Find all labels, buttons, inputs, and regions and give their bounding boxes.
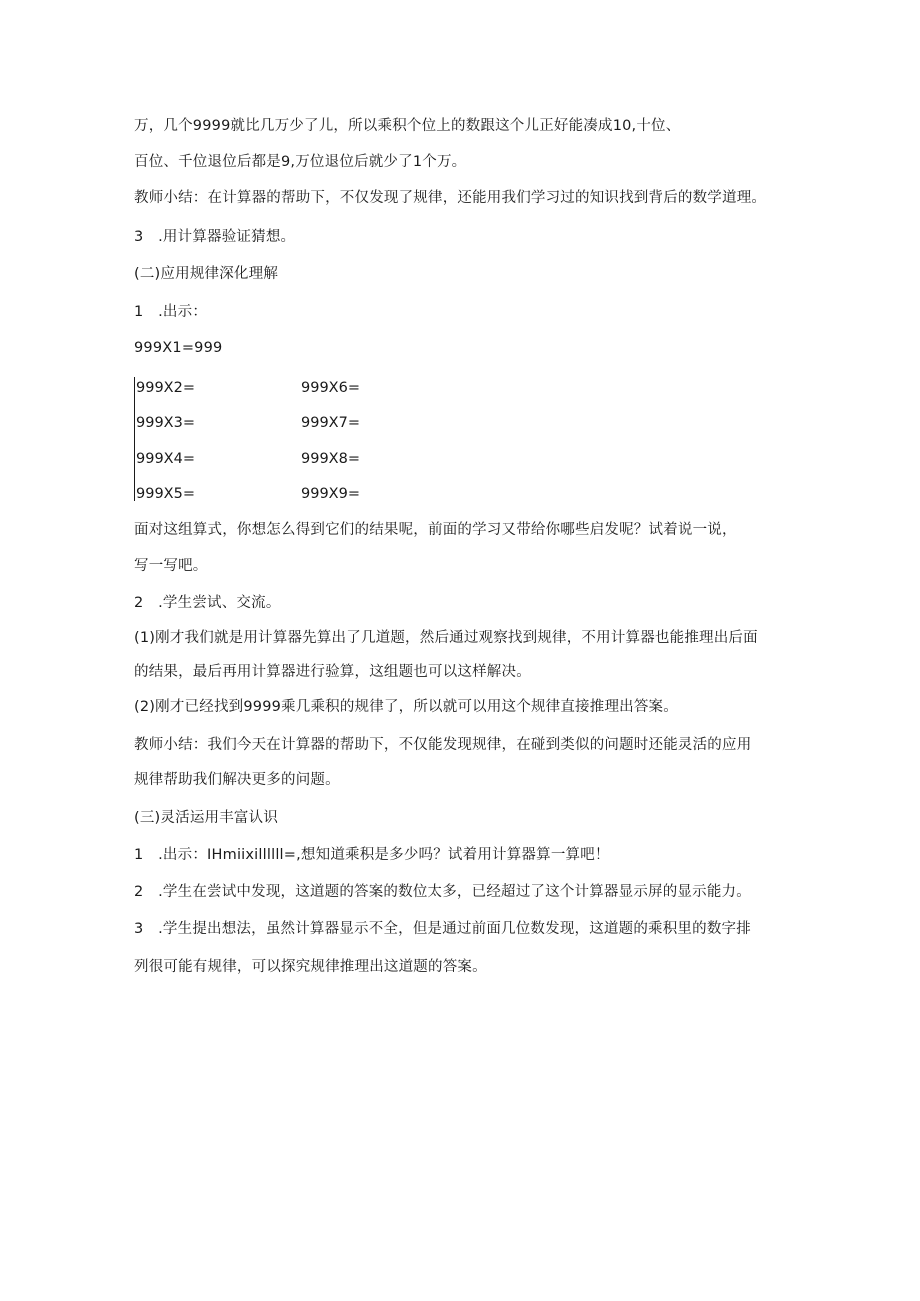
step-3-idea: 3 .学生提出想法，虽然计算器显示不全，但是通过前面几位数发现，这道题的乘积里的数字排 (134, 921, 751, 937)
left-rule-line (134, 377, 135, 501)
section-heading-2: (二)应用规律深化理解 (134, 266, 279, 282)
paragraph-line: 万，几个9999就比几万少了儿，所以乘积个位上的数跟这个儿正好能凑成10,十位、 (134, 118, 681, 134)
paragraph-line: 列很可能有规律，可以探究规律推理出这道题的答案。 (134, 959, 487, 975)
paragraph-line: (1)刚才我们就是用计算器先算出了几道题，然后通过观察找到规律，不用计算器也能推理出后面 (134, 630, 758, 646)
paragraph-line: (2)刚才已经找到9999乘几乘积的规律了，所以就可以用这个规律直接推理出答案。 (134, 699, 678, 715)
paragraph-line: 面对这组算式，你想怎么得到它们的结果呢，前面的学习又带给你哪些启发呢？试着说一说， (134, 522, 737, 538)
step-2-try: 2 .学生尝试、交流。 (134, 595, 281, 611)
equation-right: 999X6= (301, 380, 360, 396)
equation-right: 999X8= (301, 451, 360, 467)
paragraph-line: 规律帮助我们解决更多的问题。 (134, 772, 340, 788)
equation-left: 999X4= (136, 451, 195, 467)
paragraph-line: 百位、千位退位后都是9,万位退位后就少了1个万。 (134, 154, 467, 170)
equation-left: 999X5= (136, 486, 195, 502)
equation-left: 999X3= (136, 415, 195, 431)
section-heading-3: (三)灵活运用丰富认识 (134, 810, 279, 826)
equation-right: 999X9= (301, 486, 360, 502)
equation-right: 999X7= (301, 415, 360, 431)
step-2-discover: 2 .学生在尝试中发现，这道题的答案的数位太多，已经超过了这个计算器显示屏的显示能力。 (134, 884, 751, 900)
step-1-show: 1 .出示： (134, 304, 208, 320)
equation-grid (134, 375, 434, 505)
equation-999x1: 999X1=999 (134, 340, 223, 356)
step-1-show: 1 .出示：IHmiixillllll=,想知道乘积是多少吗？试着用计算器算一算吧！ (134, 847, 610, 863)
teacher-summary-1: 教师小结：在计算器的帮助下，不仅发现了规律，还能用我们学习过的知识找到背后的数学道理。 (134, 190, 767, 206)
equation-left: 999X2= (136, 380, 195, 396)
teacher-summary-2: 教师小结：我们今天在计算器的帮助下，不仅能发现规律，在碰到类似的问题时还能灵活的应用 (134, 737, 752, 753)
paragraph-line: 的结果，最后再用计算器进行验算，这组题也可以这样解决。 (134, 664, 531, 680)
paragraph-line: 写一写吧。 (134, 558, 208, 574)
step-3-verify: 3 .用计算器验证猜想。 (134, 229, 296, 245)
